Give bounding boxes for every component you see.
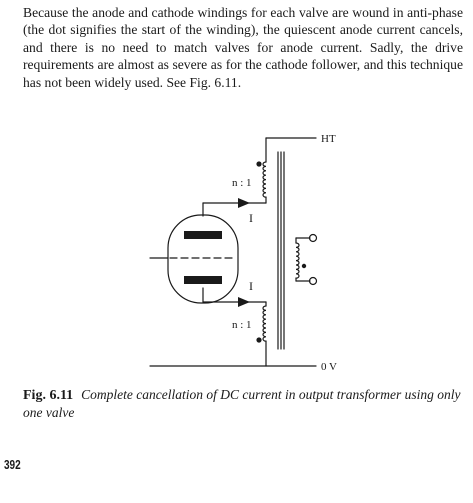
secondary-coil [296,243,299,278]
top-primary-coil [263,162,266,197]
label-current-top: I [249,211,253,225]
current-arrow-top [238,198,250,208]
figure-caption-text: Complete cancellation of DC current in output transformer using only one valve [23,387,461,420]
label-ht: HT [321,133,336,145]
label-current-bottom: I [249,279,253,293]
body-paragraph: Because the anode and cathode windings for each valve are wound in anti-phase (the dot signifies the start of the winding), the quiescent anode current cancels, and there is no need to match valves for anode current. Sadly, the drive requirements are almost as severe as for the cathode follower, and this technique has not been widely used. See Fig. 6.11. [23,5,463,90]
valve-cathode [184,276,222,284]
figure-caption [23,386,463,421]
figure-number: Fig. 6.11 [23,388,74,403]
label-ratio-bottom: n : 1 [232,319,252,331]
valve-anode-plate [184,231,222,239]
bottom-primary-coil [263,306,266,341]
winding-dot-secondary [302,264,306,268]
page-number: 392 [4,458,21,472]
winding-dot-top [256,161,261,166]
label-ratio-top: n : 1 [232,177,252,189]
winding-dot-bottom [256,337,261,342]
current-arrow-bottom [238,297,250,307]
label-0v: 0 V [321,361,337,373]
